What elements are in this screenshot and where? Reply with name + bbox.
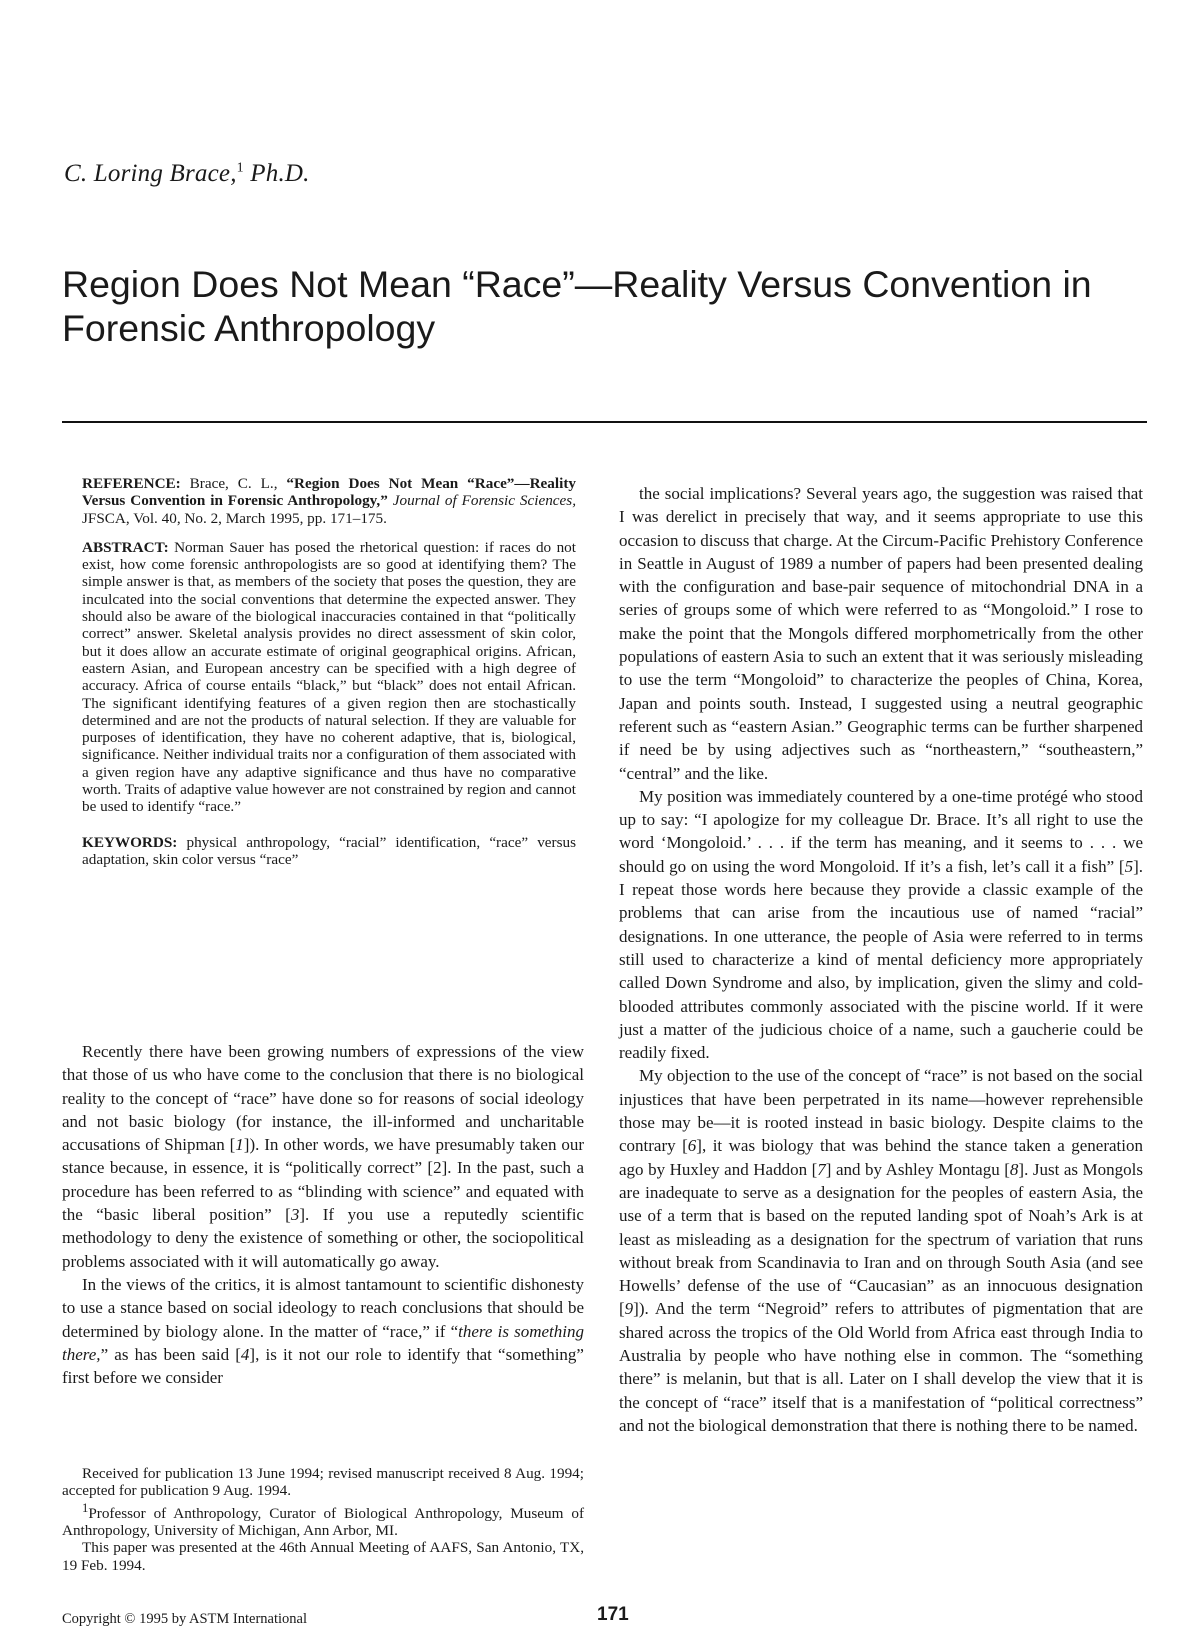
body-text-span: ]). In other words, we have presumably taken our stance because, in essence, it is “politically correct” [ xyxy=(62,1135,584,1178)
body-text-span: My objection to the use of the concept of “race” is not based on the social injustices that have been perpetrated in its name—however reprehensible those may be—it is rooted instead in basic biology. Despite claims to the contrary [ xyxy=(619,1066,1143,1156)
citation-ref: 4 xyxy=(240,1344,250,1364)
footnote-affiliation-text: Professor of Anthropology, Curator of Biological Anthropology, Museum of Anthropology, University of Michigan, Ann Arbor, MI. xyxy=(62,1504,584,1539)
body-text-span: My position was immediately countered by a one-time protégé who stood up to say: “I apologize for my colleague Dr. Brace. It’s all right to use the word ‘Mongoloid.’ . . . if the term has meaning, and it seems to . . . we should go on using the word Mongoloid. If it’s a fish, let’s call it a fish” [ xyxy=(619,786,1143,876)
body-left xyxy=(62,1040,584,1389)
abstract-label: ABSTRACT: xyxy=(82,538,169,556)
keywords-label: KEYWORDS: xyxy=(82,833,178,851)
body-text-span: ], it was biology that was behind the stance taken a generation ago by Huxley and Haddon [ xyxy=(619,1136,1143,1179)
author-footnote-marker: 1 xyxy=(236,160,244,176)
body-text-span: ]). And the term “Negroid” refers to attributes of pigmentation that are shared across the tropics of the Old World from Africa east through India to Australia by people who have nothing else in common. The “something there” is melanin, but that is all. Later on I shall develop the view that it is the concept of “race” itself that is a manifestation of “political correctness” and not the biological demonstration that there is nothing there to be named. xyxy=(619,1299,1143,1435)
body-paragraph xyxy=(619,1064,1143,1437)
body-paragraph: the social implications? Several years ago, the suggestion was raised that I was derelict in precisely that way, and it seems appropriate to use this occasion to discuss that charge. At the Circum-Pacific Prehistory Conference in Seattle in August of 1989 a number of papers had been presented dealing with the configuration and base-pair sequence of mitochondrial DNA in a series of groups some of which were referred to as “Mongoloid.” I rose to make the point that the Mongols differed morphometrically from the other populations of eastern Asia to such an extent that it was seriously misleading to use the term “Mongoloid” to characterize the peoples of China, Korea, Japan and points south. Instead, I suggested using a neutral geographic referent such as “eastern Asian.” Geographic terms can be further sharpened if need be by using adjectives such as “northeastern,” “southeastern,” “central” and the like. xyxy=(619,484,1143,783)
citation-ref: 2 xyxy=(433,1158,442,1178)
copyright-notice: Copyright © 1995 by ASTM International xyxy=(62,1611,308,1627)
body-paragraph xyxy=(619,785,1143,1065)
right-column xyxy=(619,482,1143,1437)
body-paragraph xyxy=(62,1273,584,1389)
reference-authors: Brace, C. L., xyxy=(180,475,287,492)
page-number: 171 xyxy=(597,1604,629,1625)
body-text-span: ]. In the past, such a procedure has been referred to as “blinding with science” and equated with the “basic liberal position” [ xyxy=(62,1158,585,1225)
footnotes xyxy=(62,1465,584,1574)
footnote-received: Received for publication 13 June 1994; revised manuscript received 8 Aug. 1994; accepted for publication 9 Aug. 1994. xyxy=(62,1465,584,1500)
abstract-paragraph xyxy=(82,539,576,816)
reference-label: REFERENCE: xyxy=(82,475,181,492)
title-divider xyxy=(62,421,1147,423)
author-name: C. Loring Brace, xyxy=(64,160,237,187)
author-degree: Ph.D. xyxy=(243,160,310,187)
body-text-span: ], is it not our role to identify that “something” first before we consider xyxy=(62,1344,584,1388)
citation-ref: 7 xyxy=(817,1159,826,1179)
body-text-span: ]. If you use a reputedly scientific methodology to deny the existence of something or other, the sociopolitical problems associated with it will automatically go away. xyxy=(62,1205,584,1271)
body-text-span: ] and by Ashley Montagu [ xyxy=(825,1159,1010,1179)
abstract-block xyxy=(82,475,576,868)
citation-ref: 6 xyxy=(687,1136,697,1156)
citation-ref: 1 xyxy=(235,1135,244,1155)
keywords-paragraph xyxy=(82,834,576,869)
left-column xyxy=(62,475,585,1574)
citation-ref: 9 xyxy=(624,1299,634,1319)
citation-ref: 8 xyxy=(1009,1159,1019,1179)
citation-ref: 3 xyxy=(290,1205,300,1225)
body-text-span: ]. Just as Mongols are inadequate to serve as a designation for the peoples of eastern Asia, the use of a term that is based on the reputed landing spot of Noah’s Ark is at least as misleading as a designation for the spectrum of variation that runs without break from Scandinavia to Iran and on through South Asia (and see Howells’ defense of the use of “Caucasian” as an innocuous designation [ xyxy=(619,1159,1143,1319)
body-text-span: ” as has been said [ xyxy=(100,1344,241,1364)
quoted-phrase: there is something there, xyxy=(62,1321,584,1364)
footnote-presented: This paper was presented at the 46th Annual Meeting of AAFS, San Antonio, TX, 19 Feb. 1994. xyxy=(62,1539,584,1574)
body-text-span: In the views of the critics, it is almost tantamount to scientific dishonesty to use a stance based on social ideology to reach conclusions that should be determined by biology alone. In the matter of “race,” if “ xyxy=(62,1274,584,1341)
footnote-marker: 1 xyxy=(82,1500,89,1515)
article-title: Region Does Not Mean “Race”—Reality Versus Convention in Forensic Anthropology xyxy=(62,263,1092,349)
citation-ref: 5 xyxy=(1124,856,1134,876)
body-paragraph xyxy=(62,1040,584,1273)
reference-journal: Journal of Forensic Sciences, xyxy=(387,492,576,510)
keywords-text: physical anthropology, “racial” identification, “race” versus adaptation, skin color versus “race” xyxy=(82,833,576,868)
body-text-span: Recently there have been growing numbers of expressions of the view that those of us who have come to the conclusion that there is no biological reality to the concept of “race” have done so for reasons of social ideology and not basic biology (for instance, the ill-informed and uncharitable accusations of Shipman [ xyxy=(62,1042,584,1155)
body-text-span: ]. I repeat those words here because they provide a classic example of the problems that can arise from the incautious use of named “racial” designations. In one utterance, the people of Asia were referred to in terms still used to characterize a kind of mental deficiency more appropriately called Down Syndrome and also, by implication, given the slimy and cold-blooded attributes commonly associated with the piscine world. If it were just a matter of the judicious choice of a name, such a gaucherie could be readily fixed. xyxy=(619,856,1143,1063)
abstract-text: Norman Sauer has posed the rhetorical question: if races do not exist, how come forensic anthropologists are so good at identifying them? The simple answer is that, as members of the society that poses the question, they are inculcated into the social conventions that determine the expected answer. They should also be aware of the biological inaccuracies contained in that “politically correct” answer. Skeletal analysis provides no direct assessment of skin color, but it does allow an accurate estimate of original geographical origins. African, eastern Asian, and European ancestry can be specified with a high degree of accuracy. Africa of course entails “black,” but “black” does not entail African. The significant identifying features of a given region then are stochastically determined and are not the products of natural selection. If they are valuable for purposes of identification, they have no coherent adaptive, that is, biological, significance. Neither individual traits nor a configuration of them associated with a given region have any adaptive significance and thus have no comparative worth. Traits of adaptive value however are not constrained by region and cannot be used to identify “race.” xyxy=(82,538,576,816)
footnote-affiliation xyxy=(62,1500,584,1540)
reference-details: JFSCA, Vol. 40, No. 2, March 1995, pp. 171–175. xyxy=(82,509,387,527)
author-line xyxy=(64,160,310,188)
reference-article-title: “Region Does Not Mean “Race”—Reality Versus Convention in Forensic Anthropology,” xyxy=(82,475,576,510)
reference-paragraph xyxy=(82,475,576,527)
